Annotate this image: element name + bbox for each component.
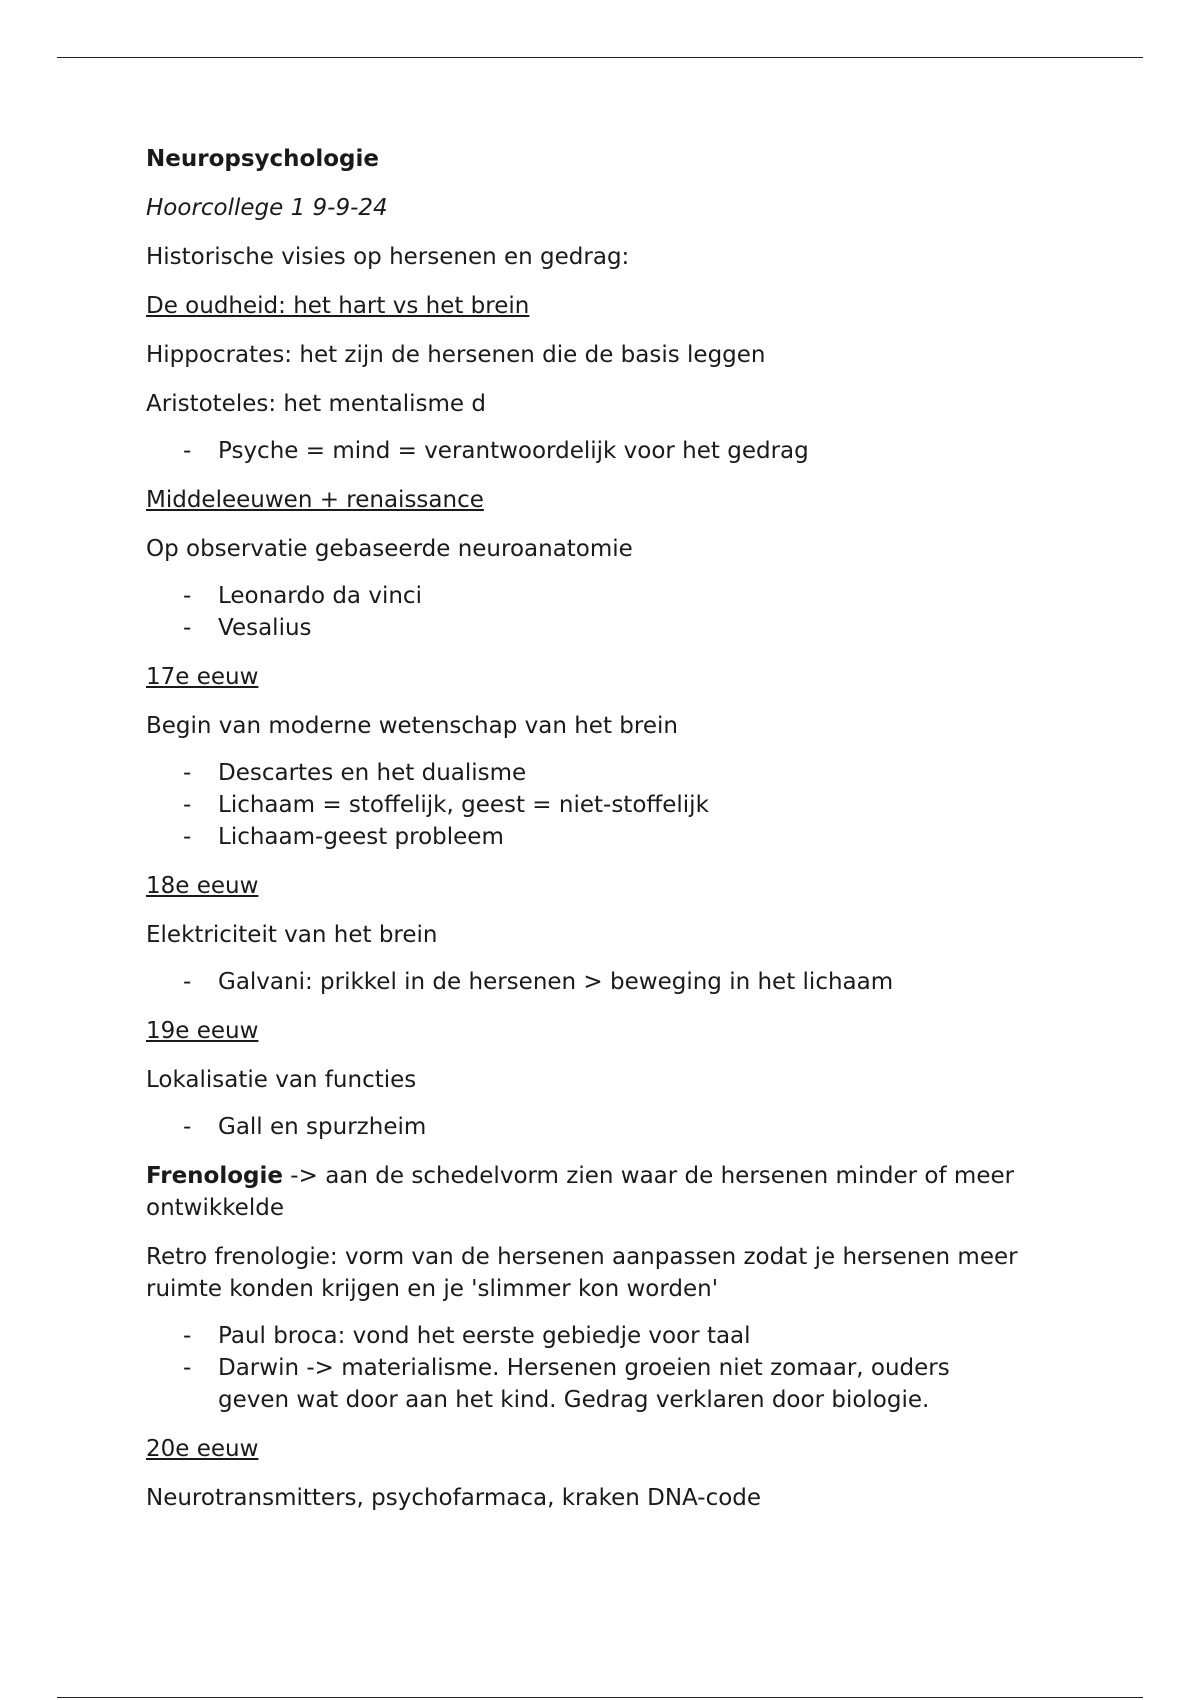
list-item: - Gall en spurzheim [218, 1111, 1026, 1143]
list-item: - Leonardo da vinci [218, 580, 1026, 612]
intro-text: Historische visies op hersenen en gedrag: [146, 244, 630, 270]
paragraph: Retro frenologie: vorm van de hersenen aanpassen zodat je hersenen meer ruimte konden krijgen en je 'slimmer kon worden' [146, 1244, 1018, 1302]
frenologie-term: Frenologie [146, 1163, 283, 1189]
list-item: - Descartes en het dualisme [218, 757, 1026, 789]
bullet-list [146, 580, 1026, 644]
document-title: Neuropsychologie [146, 146, 379, 172]
list-item: - Lichaam = stoffelijk, geest = niet-stoffelijk [218, 789, 1026, 821]
paragraph: Elektriciteit van het brein [146, 922, 438, 948]
list-item: - Paul broca: vond het eerste gebiedje voor taal [218, 1320, 1026, 1352]
section-heading-19e-eeuw: 19e eeuw [146, 1018, 259, 1044]
frenologie-text: -> aan de schedelvorm zien waar de hersenen minder of meer ontwikkelde [146, 1163, 1015, 1221]
section-heading-20e-eeuw: 20e eeuw [146, 1436, 259, 1462]
paragraph: Hippocrates: het zijn de hersenen die de basis leggen [146, 342, 766, 368]
bullet-list [146, 1320, 1026, 1416]
document-body [146, 143, 1026, 1531]
section-heading-17e-eeuw: 17e eeuw [146, 664, 259, 690]
paragraph: Lokalisatie van functies [146, 1067, 417, 1093]
paragraph: Op observatie gebaseerde neuroanatomie [146, 536, 633, 562]
list-item: - Psyche = mind = verantwoordelijk voor het gedrag [218, 435, 1026, 467]
bullet-list [146, 757, 1026, 853]
paragraph: Aristoteles: het mentalisme d [146, 391, 486, 417]
paragraph: Neurotransmitters, psychofarmaca, kraken DNA-code [146, 1485, 762, 1511]
section-heading-18e-eeuw: 18e eeuw [146, 873, 259, 899]
document-subtitle: Hoorcollege 1 9-9-24 [146, 195, 388, 221]
section-heading-middeleeuwen: Middeleeuwen + renaissance [146, 487, 484, 513]
list-item: - Darwin -> materialisme. Hersenen groeien niet zomaar, ouders geven wat door aan het kind. Gedrag verklaren door biologie. [218, 1352, 1026, 1416]
paragraph: Begin van moderne wetenschap van het brein [146, 713, 678, 739]
list-item: - Vesalius [218, 612, 1026, 644]
list-item: - Lichaam-geest probleem [218, 821, 1026, 853]
bullet-list [146, 435, 1026, 467]
frenologie-paragraph [146, 1160, 1026, 1224]
bullet-list [146, 1111, 1026, 1143]
header-rule [57, 57, 1143, 58]
footer-rule [57, 1697, 1143, 1698]
section-heading-oudheid: De oudheid: het hart vs het brein [146, 293, 530, 319]
list-item: - Galvani: prikkel in de hersenen > beweging in het lichaam [218, 966, 1026, 998]
bullet-list [146, 966, 1026, 998]
